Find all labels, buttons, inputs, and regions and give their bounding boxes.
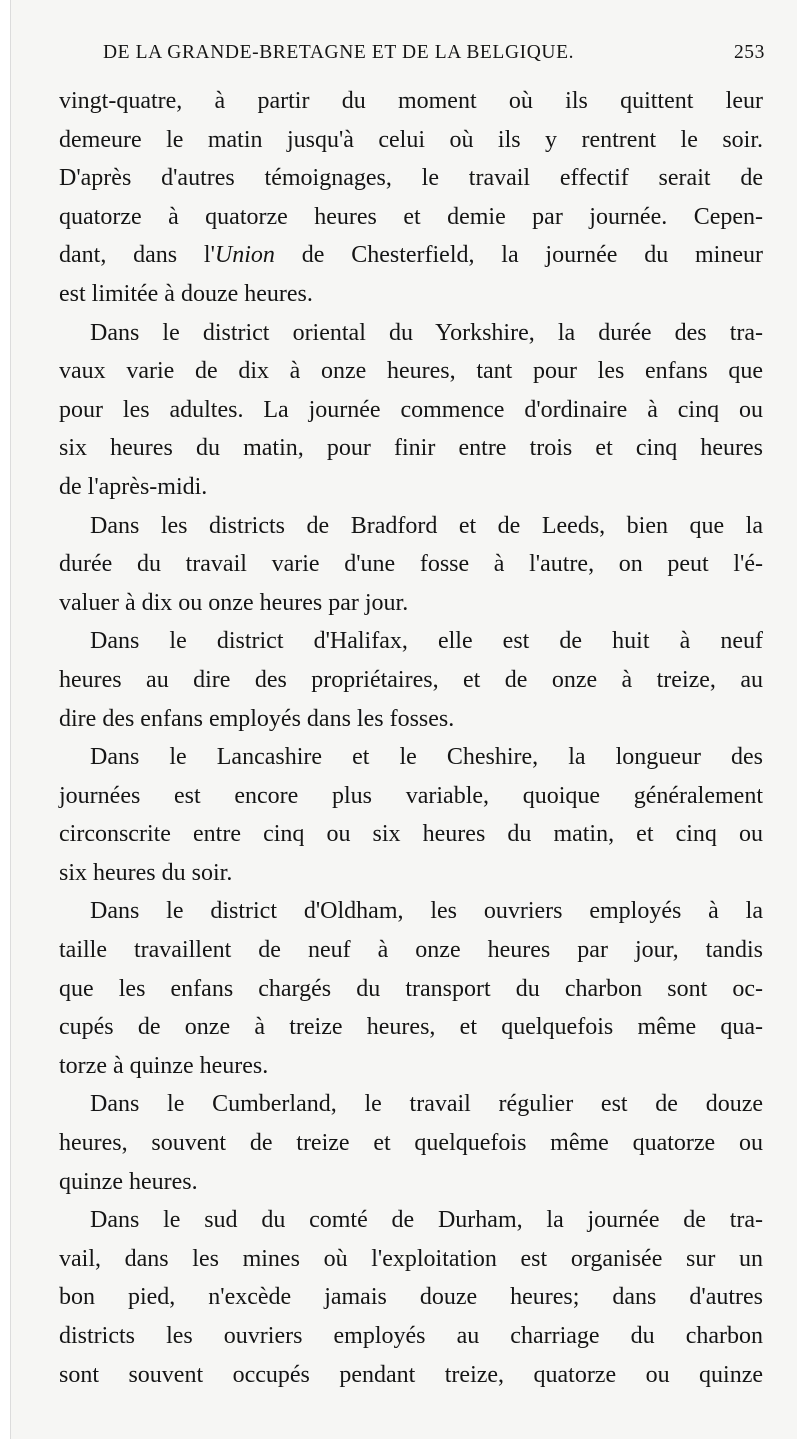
text-fragment: de Chesterfield, la journée du mineur [274, 242, 763, 269]
text-line: districts les ouvriers employés au charriage du charbon [59, 1323, 763, 1349]
text-line: Dans le district d'Halifax, elle est de huit à neuf [90, 628, 763, 655]
text-line: quinze heures. [59, 1168, 198, 1195]
text-fragment: dant, dans l' [59, 242, 215, 269]
text-line: dire des enfans employés dans les fosses. [59, 705, 455, 732]
page-header [97, 40, 765, 72]
text-line: est limitée à douze heures. [59, 280, 313, 307]
text-line: taille travaillent de neuf à onze heures par jour, tandis [59, 937, 763, 964]
text-line: Dans le sud du comté de Durham, la journée de tra- [90, 1207, 763, 1234]
text-line: que les enfans chargés du transport du charbon sont oc- [59, 975, 763, 1002]
text-line: durée du travail varie d'une fosse à l'autre, on peut l'é- [59, 551, 763, 578]
text-line: quatorze à quatorze heures et demie par journée. Cepen- [59, 203, 763, 230]
text-line: valuer à dix ou onze heures par jour. [59, 589, 409, 616]
text-line: cupés de onze à treize heures, et quelquefois même qua- [59, 1014, 763, 1041]
running-title: DE LA GRANDE-BRETAGNE ET DE LA BELGIQUE. [103, 42, 575, 63]
text-line: bon pied, n'excède jamais douze heures; dans d'autres [59, 1284, 763, 1311]
text-line: demeure le matin jusqu'à celui où ils y rentrent le soir. [59, 126, 763, 153]
text-line: pour les adultes. La journée commence d'ordinaire à cinq ou [59, 396, 763, 423]
text-line: Dans le district d'Oldham, les ouvriers employés à la [90, 898, 763, 925]
text-line: six heures du soir. [59, 859, 233, 886]
text-line: vaux varie de dix à onze heures, tant pour les enfans que [59, 358, 763, 385]
text-line: Dans le Lancashire et le Cheshire, la longueur des [90, 744, 763, 771]
text-line: sont souvent occupés pendant treize, quatorze ou quinze [59, 1361, 763, 1388]
body-text [59, 82, 763, 1394]
page-number: 253 [733, 42, 765, 63]
text-line: six heures du matin, pour finir entre trois et cinq heures [59, 435, 763, 462]
text-line [59, 236, 763, 275]
text-line: heures au dire des propriétaires, et de onze à treize, au [59, 666, 763, 693]
text-line: vingt-quatre, à partir du moment où ils quittent leur [59, 88, 763, 114]
text-line: circonscrite entre cinq ou six heures du matin, et cinq ou [59, 821, 763, 848]
text-line: torze à quinze heures. [59, 1052, 269, 1079]
book-page [10, 0, 797, 1439]
text-line: heures, souvent de treize et quelquefois même quatorze ou [59, 1130, 763, 1157]
text-line: Dans le Cumberland, le travail régulier est de douze [90, 1091, 763, 1118]
text-line: Dans le district oriental du Yorkshire, la durée des tra- [90, 319, 763, 346]
text-line: Dans les districts de Bradford et de Leeds, bien que la [90, 512, 763, 539]
text-line: vail, dans les mines où l'exploitation est organisée sur un [59, 1245, 763, 1272]
text-line: de l'après-midi. [59, 473, 208, 500]
italic-word: Union [214, 242, 275, 269]
text-line: journées est encore plus variable, quoique généralement [59, 782, 763, 809]
text-line: D'après d'autres témoignages, le travail effectif serait de [59, 165, 763, 192]
